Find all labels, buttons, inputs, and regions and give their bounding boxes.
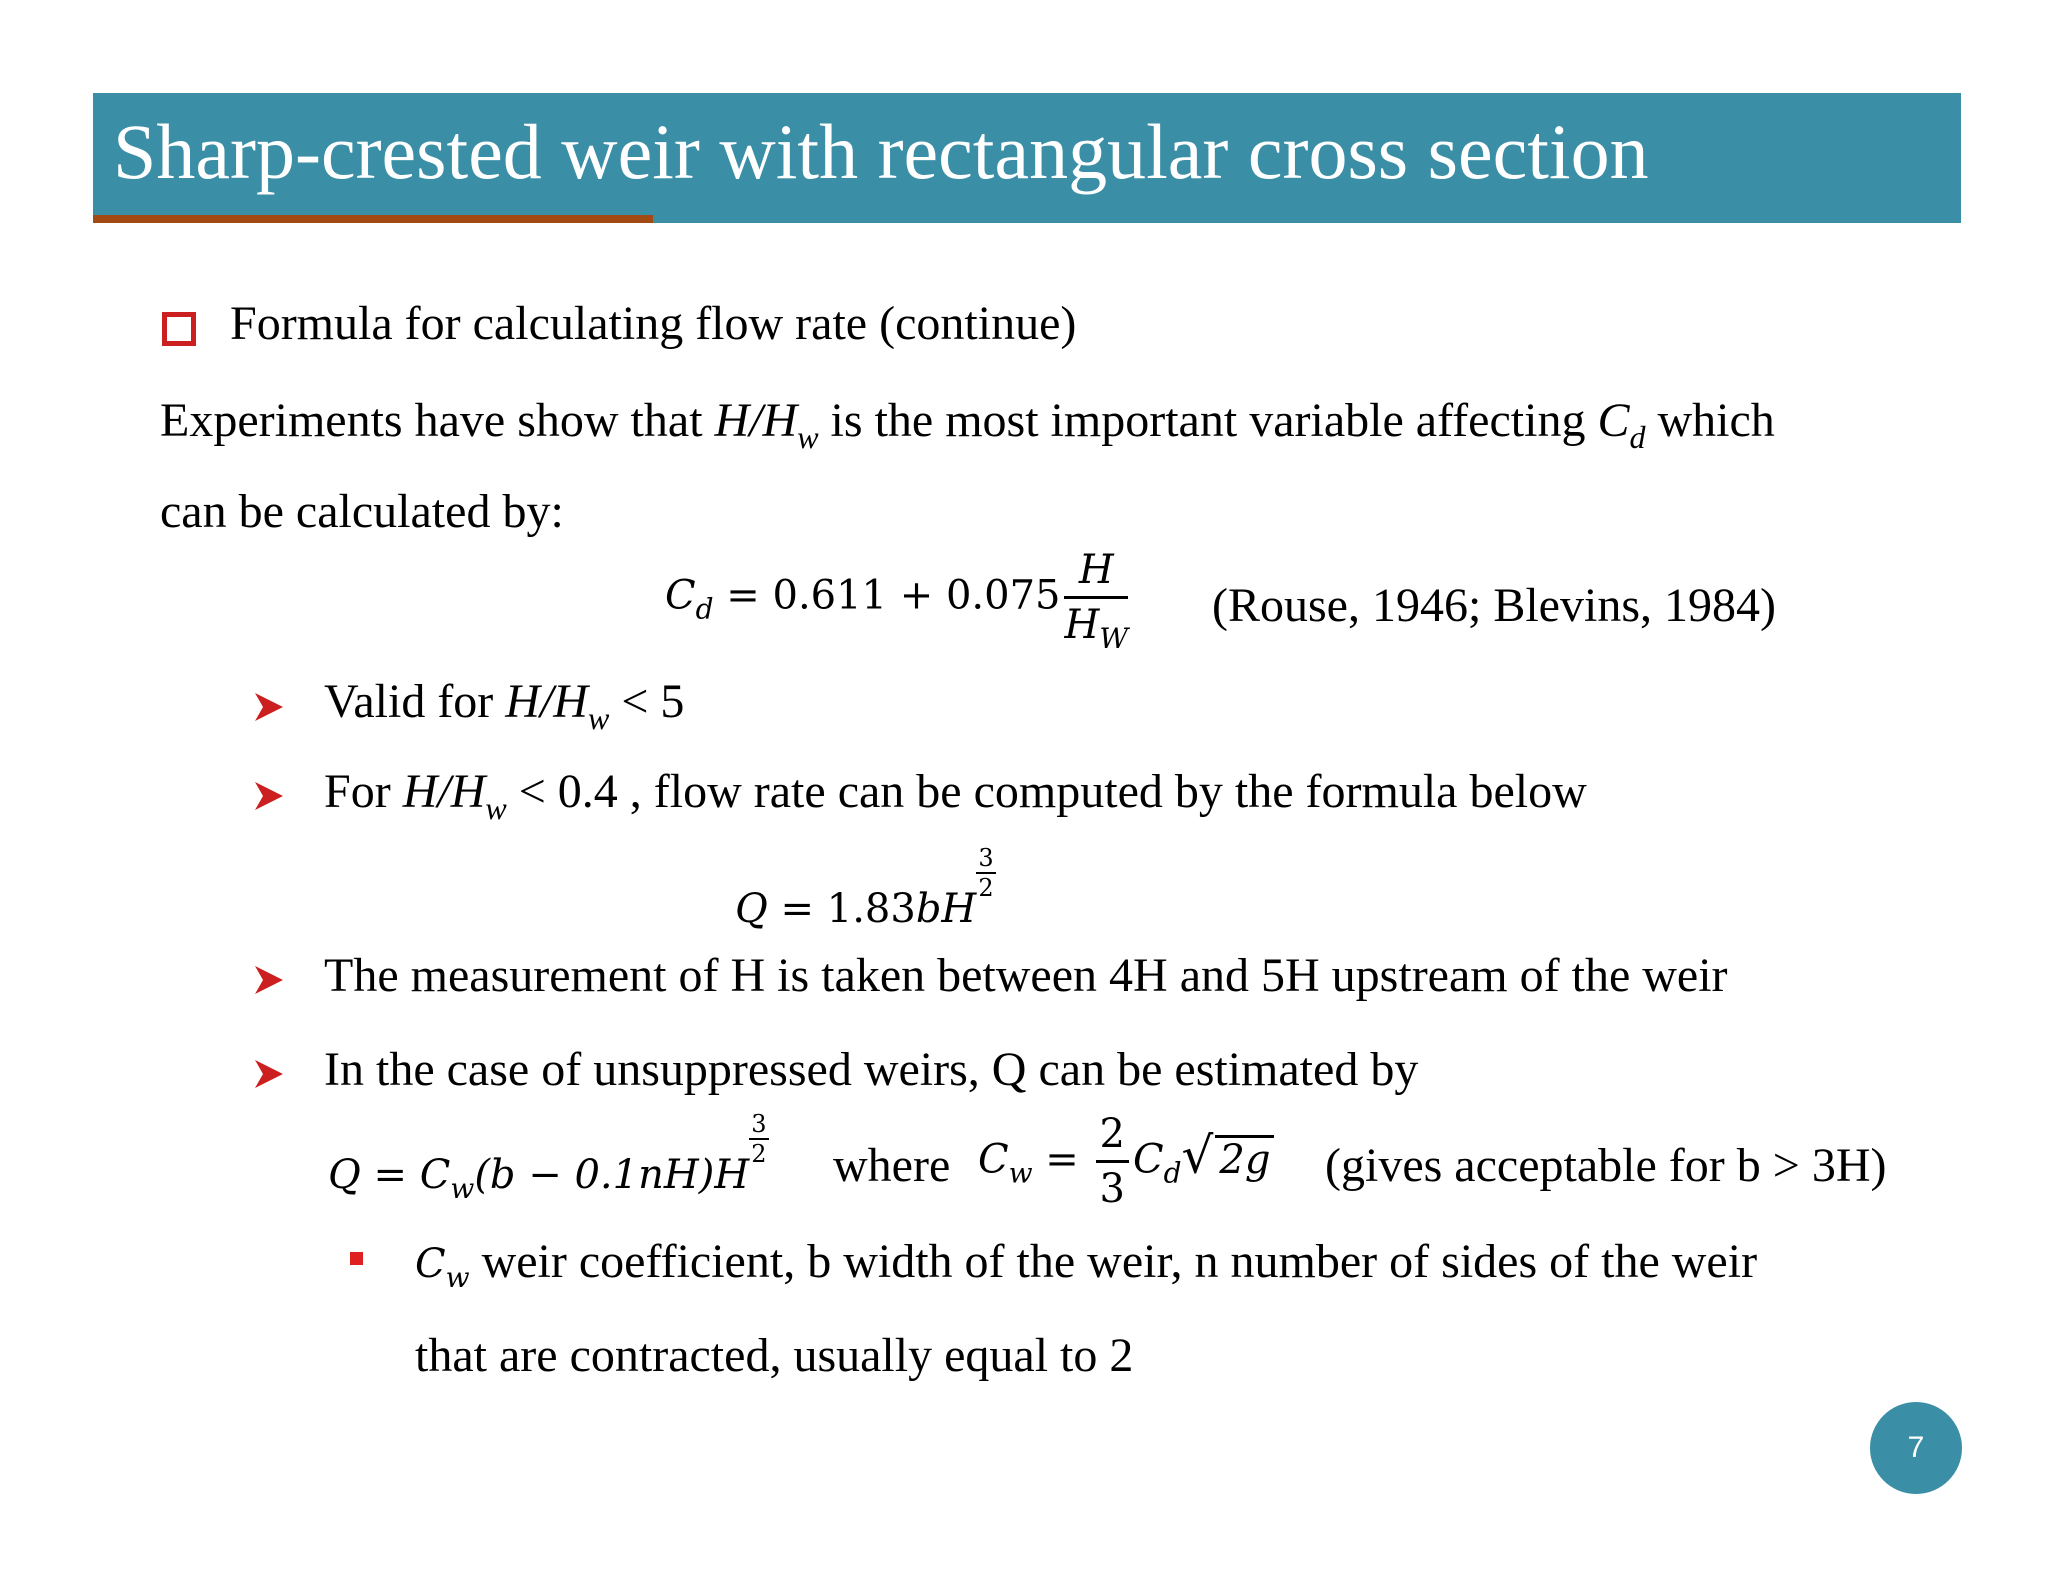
paragraph-line-2: can be calculated by:: [160, 485, 564, 538]
arrow-right-icon: [253, 1058, 285, 1090]
section-heading: Formula for calculating flow rate (continue): [230, 297, 1077, 350]
acceptable-note: (gives acceptable for b > 3H): [1325, 1139, 1887, 1192]
equation-cw: $C_w$ = $\frac{2}{3}$ $C_d√$ 2g: [978, 1112, 1274, 1211]
square-icon: [350, 1252, 363, 1265]
slide-title: Sharp-crested weir with rectangular cross section: [113, 108, 1649, 195]
checkbox-icon: [162, 312, 196, 346]
arrow-right-icon: [253, 780, 285, 812]
paragraph-line-1: Experiments have show that $H/H_w$ is the most important variable affecting $C_d$ which: [160, 394, 1775, 455]
sqrt-icon: √: [1181, 1126, 1214, 1185]
title-bar: [93, 93, 1961, 223]
fraction-two-thirds: $\frac{2}{3}$: [1096, 1112, 1129, 1211]
exponent-three-halves: $\frac{3}{2}$: [978, 844, 994, 902]
arrow-right-icon: [253, 691, 285, 723]
title-accent-line: [93, 215, 653, 223]
equation-cd: $C_d = 0.611 + 0.075$ $\frac{H}{H_W}$: [665, 547, 1129, 655]
bullet-unsuppressed: In the case of unsuppressed weirs, Q can be estimated by: [324, 1043, 1419, 1096]
sub-bullet-continuation: that are contracted, usually equal to 2: [415, 1329, 1134, 1382]
bullet-for-h-hw: For $H/H_w < 0.4$ , flow rate can be computed by the formula below: [324, 765, 1587, 826]
fraction-h-over-hw: $\frac{H}{H_W}$: [1064, 547, 1129, 655]
equation-q-simple: Q = 1.83bH $\frac{3}{2}$: [735, 844, 994, 932]
bullet-valid-for: Valid for $H/H_w < 5$: [324, 675, 685, 736]
equation-q-unsuppressed: $Q = C_w(b - 0.1nH)H$ $\frac{3}{2}$: [328, 1110, 767, 1205]
page-number: 7: [1870, 1402, 1962, 1494]
where-label: where: [833, 1139, 951, 1192]
bullet-measurement: The measurement of H is taken between 4H and 5H upstream of the weir: [324, 949, 1728, 1002]
arrow-right-icon: [253, 964, 285, 996]
sub-bullet-cw-definition: $C_w$ weir coefficient, b width of the weir, n number of sides of the weir: [415, 1235, 1758, 1294]
exponent-three-halves: $\frac{3}{2}$: [751, 1110, 767, 1168]
citation: (Rouse, 1946; Blevins, 1984): [1212, 579, 1776, 632]
